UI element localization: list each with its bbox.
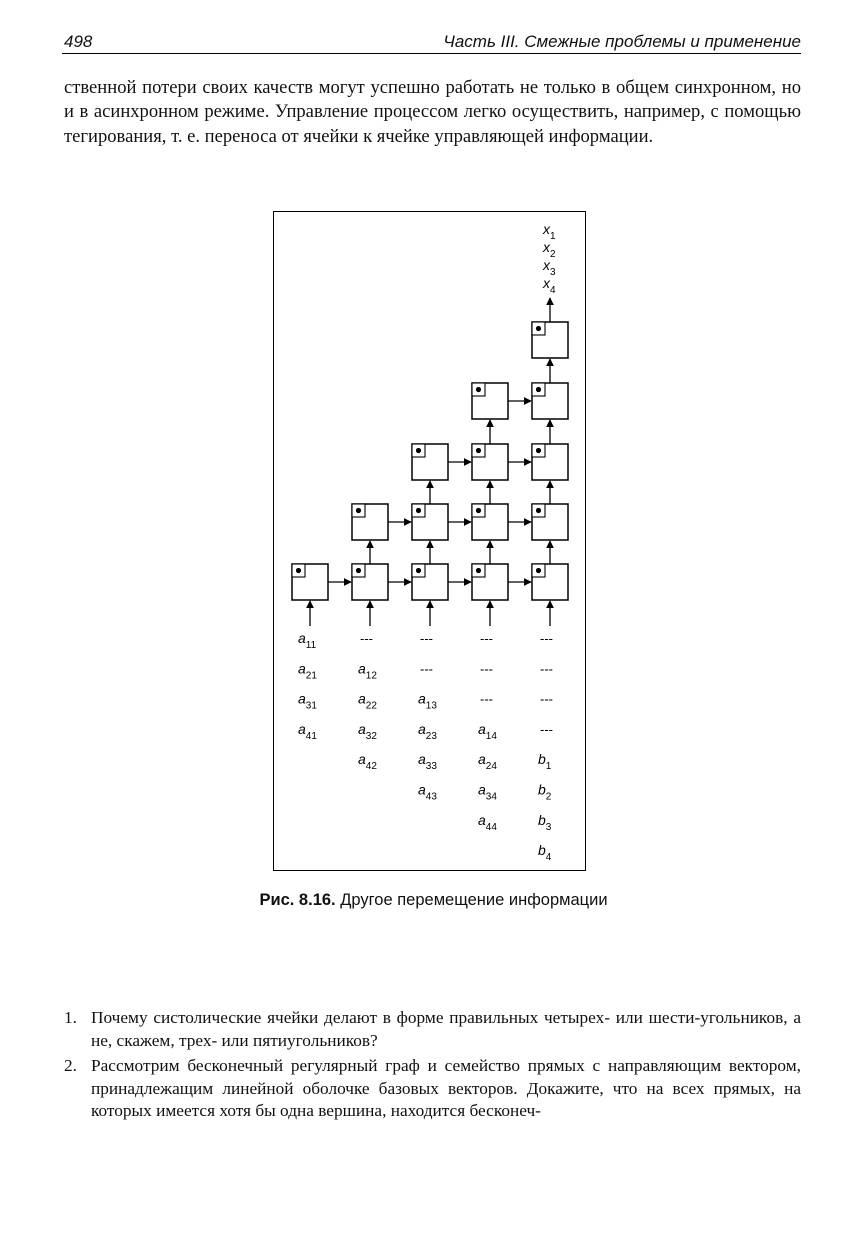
cell-tag-dot [476,387,481,392]
page-number: 498 [64,32,93,51]
input-label: $a_{32}$ [358,720,377,742]
input-label: $a_{12}$ [358,660,377,682]
cell-tag-dot [536,448,541,453]
input-label: $a_{33}$ [418,751,437,773]
systolic-cell [472,564,508,600]
placeholder-dash: --- [540,631,553,646]
input-label: $a_{23}$ [418,720,437,742]
cell-tag-dot [356,508,361,513]
input-label: $a_{43}$ [418,781,437,803]
figure-caption [0,891,867,910]
input-label: $a_{21}$ [298,660,317,682]
systolic-cell [532,322,568,358]
output-label: $x_4$ [543,275,556,296]
question-number: 1. [64,1008,77,1027]
input-label: $a_{31}$ [298,690,317,712]
cell-tag-dot [416,448,421,453]
placeholder-dash: --- [420,631,433,646]
placeholder-dash: --- [540,721,553,737]
systolic-cell [352,504,388,540]
output-label: $x_2$ [543,239,556,260]
question-list [64,1007,801,1126]
cell-tag-dot [536,568,541,573]
input-label: $a_{42}$ [358,751,377,773]
cell-tag-dot [536,387,541,392]
labels-layer [298,221,556,863]
input-label: $a_{24}$ [478,751,497,773]
systolic-cell [352,564,388,600]
input-label: $a_{44}$ [478,811,497,833]
input-label: $a_{13}$ [418,690,437,712]
placeholder-dash: --- [360,631,373,646]
input-label: $a_{41}$ [298,720,317,742]
input-label: $b_4$ [538,842,552,864]
placeholder-dash: --- [480,631,493,646]
input-label: $b_2$ [538,781,552,803]
list-item [64,1007,801,1052]
cell-tag-dot [476,568,481,573]
caption-label: Рис. 8.16. [259,891,336,909]
systolic-cell [532,504,568,540]
systolic-cell [472,504,508,540]
question-text: Почему систолические ячейки делают в форме правильных четырех- или шести-угольников, а не, скажем, трех- или пятиугольников? [91,1008,801,1050]
cell-tag-dot [296,568,301,573]
cell-tag-dot [476,448,481,453]
placeholder-dash: --- [420,661,433,677]
intro-paragraph: ственной потери своих качеств могут успешно работать не только в общем синхронном, но и в асинхронном режиме. Управление процессом легко осуществить, например, с помощью тегирования, т. е. переноса от ячейки к ячейке управляющей информации. [64,77,801,147]
placeholder-dash: --- [540,691,553,707]
cell-tag-dot [476,508,481,513]
question-text: Рассмотрим бесконечный регулярный граф и семейство прямых с направляющим вектором, принадлежащим линейной оболочке базовых векторов. Докажите, что на всех прямых, на которых имеется хотя бы одна вершина, находится бесконеч- [91,1056,801,1120]
systolic-cell [532,444,568,480]
systolic-cell [532,564,568,600]
list-item [64,1055,801,1123]
systolic-cell [412,444,448,480]
question-number: 2. [64,1056,77,1075]
placeholder-dash: --- [480,661,493,677]
systolic-cell [412,504,448,540]
systolic-cell [532,383,568,419]
systolic-cell [412,564,448,600]
cell-tag-dot [416,568,421,573]
cell-tag-dot [356,568,361,573]
systolic-cell [472,383,508,419]
input-label: $b_1$ [538,751,552,773]
input-label: $a_{14}$ [478,720,497,742]
output-label: $x_3$ [543,257,556,278]
running-title: Часть III. Смежные проблемы и применение [443,32,801,51]
placeholder-dash: --- [540,661,553,677]
input-label: $a_{34}$ [478,781,497,803]
caption-text: Другое перемещение информации [335,891,608,909]
systolic-cell [472,444,508,480]
input-label: $a_{11}$ [298,630,317,651]
input-label: $b_3$ [538,811,552,833]
cell-tag-dot [536,326,541,331]
output-label: $x_1$ [543,221,556,242]
input-label: $a_{22}$ [358,690,377,712]
cell-tag-dot [536,508,541,513]
systolic-cell [292,564,328,600]
cell-tag-dot [416,508,421,513]
placeholder-dash: --- [480,691,493,707]
